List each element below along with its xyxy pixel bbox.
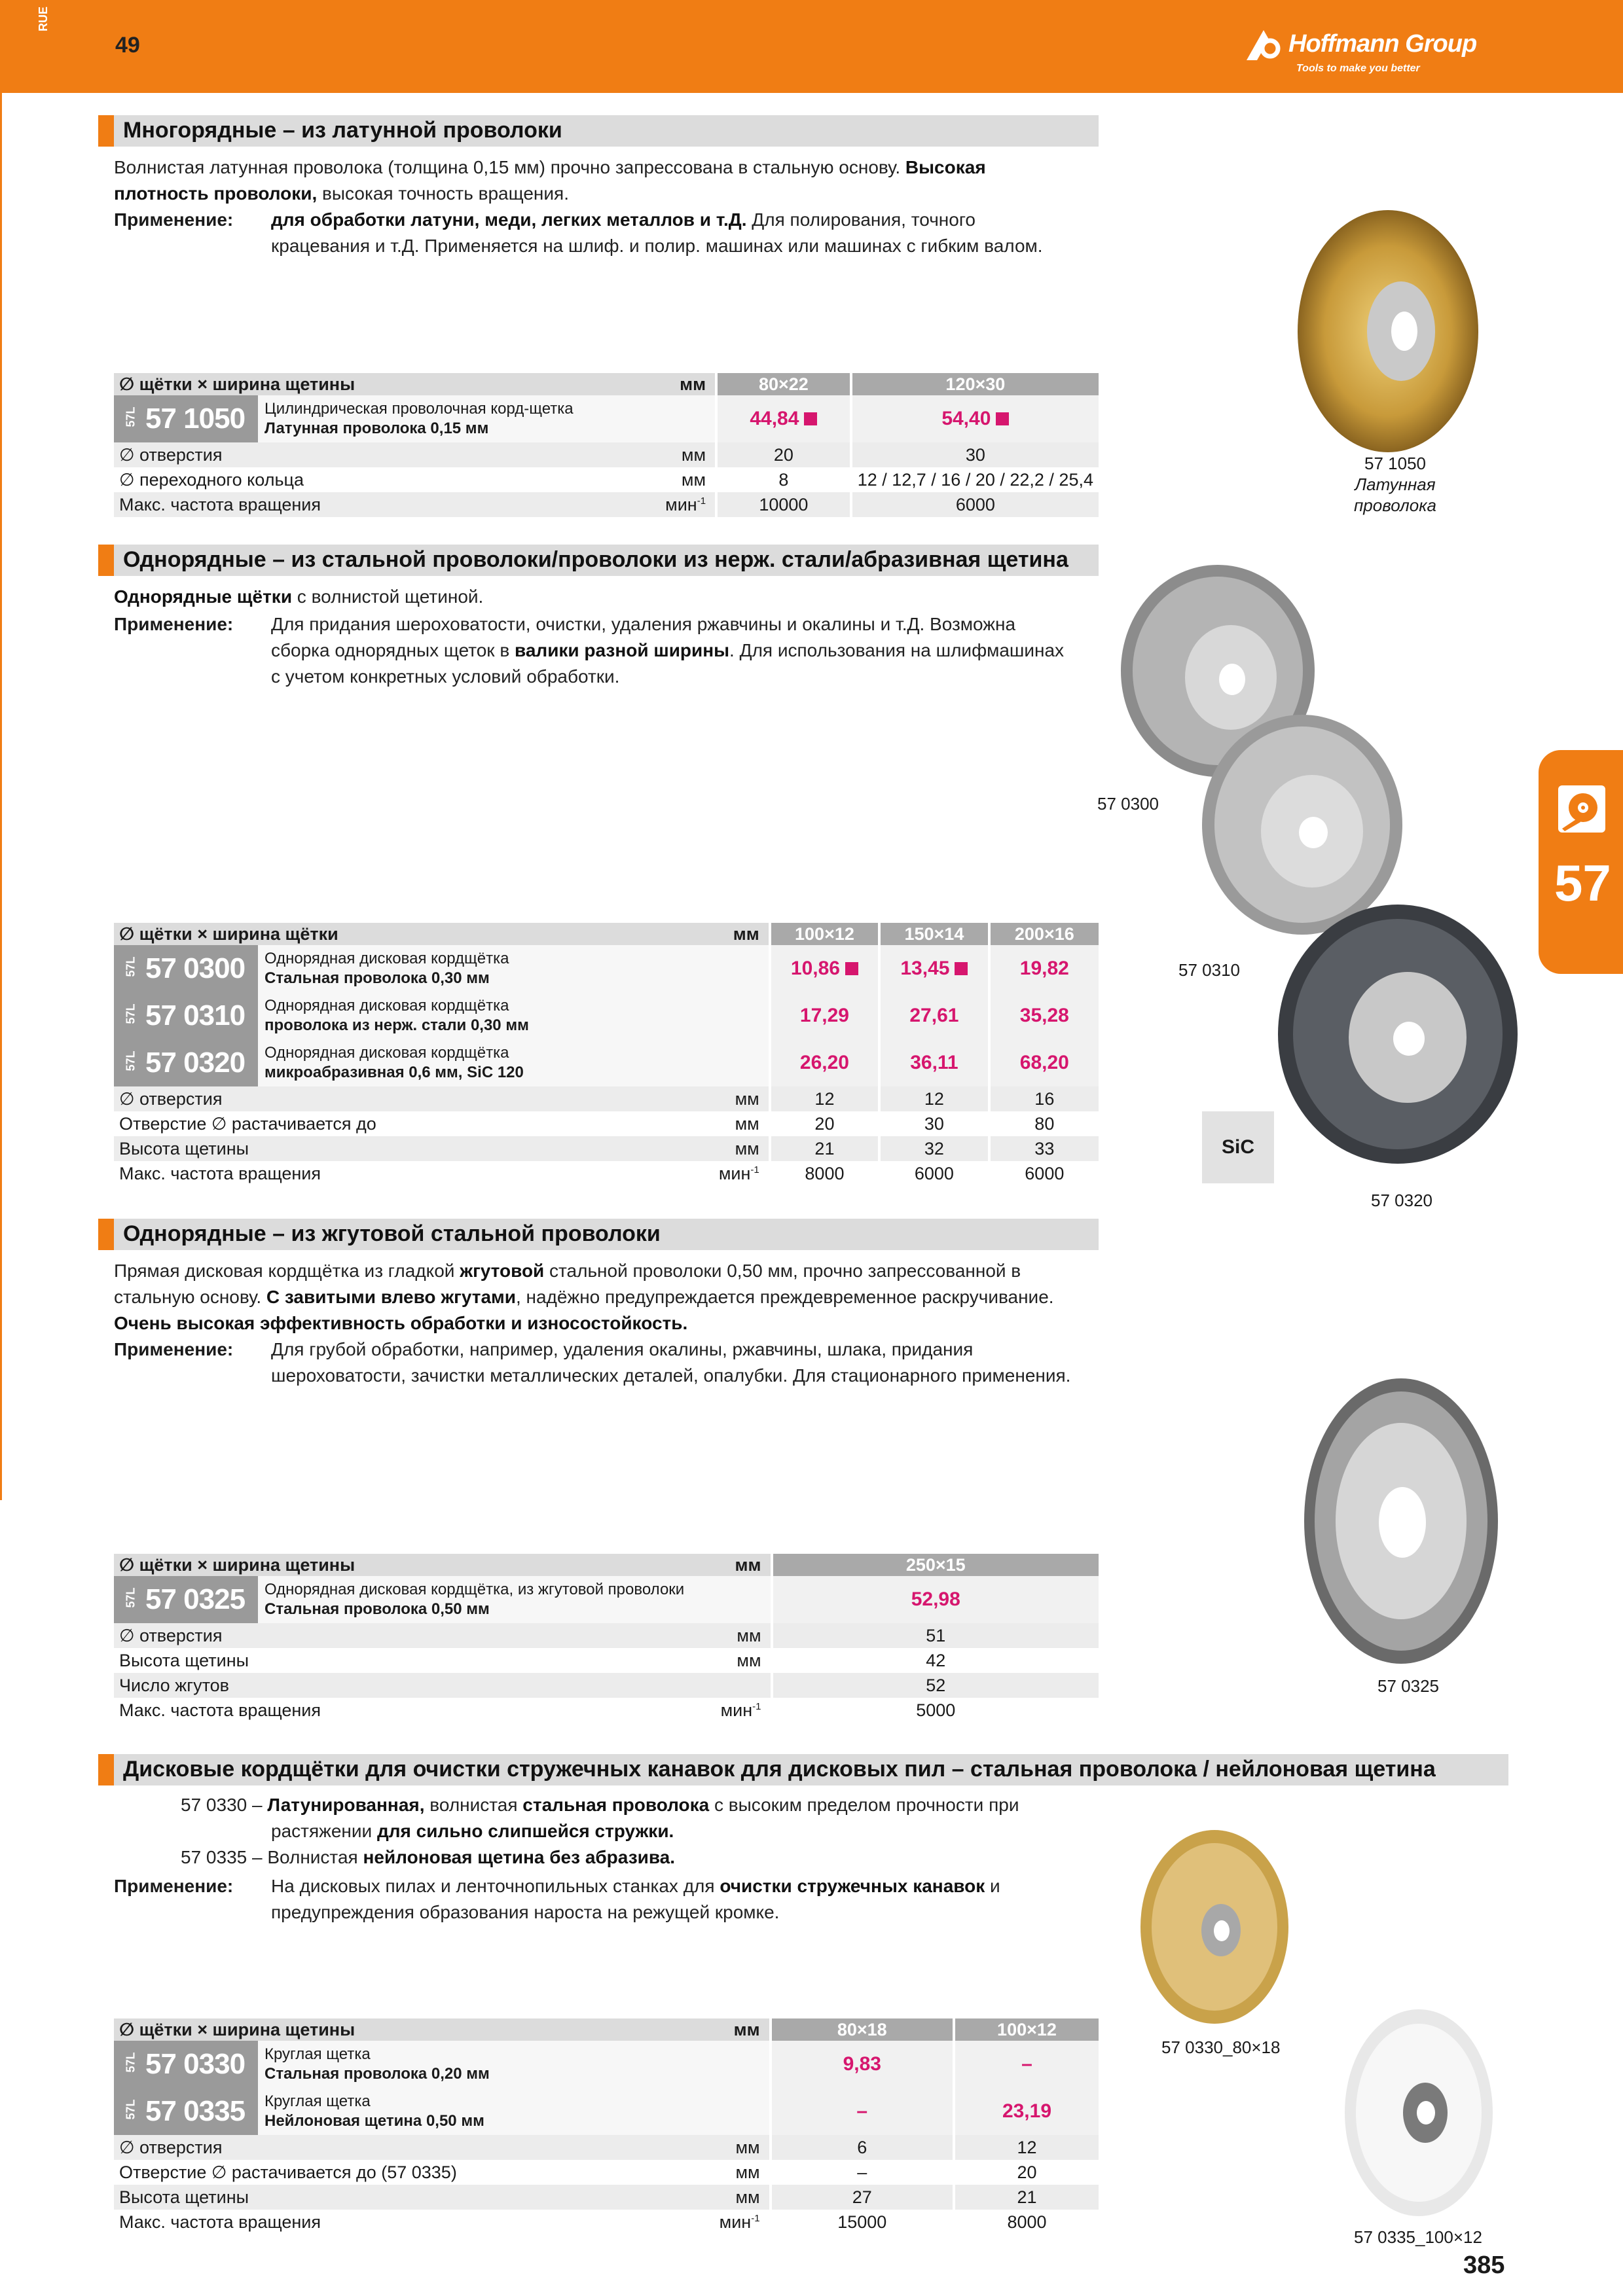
product-prefix: 57L xyxy=(124,956,137,977)
row-unit xyxy=(716,1673,772,1698)
row-value: 8000 xyxy=(954,2210,1099,2234)
row-label: ∅ отверстия xyxy=(114,1086,714,1111)
product-row[interactable] xyxy=(114,2088,1099,2135)
apply-text: крацевания и т.Д. Применяется на шлиф. и полир. машинах или машинах с гибким валом. xyxy=(271,236,1043,256)
table-header-row xyxy=(114,373,1099,395)
table-row xyxy=(114,1698,1099,1723)
sic-badge: SiC xyxy=(1202,1111,1274,1183)
table-row xyxy=(114,492,1099,517)
stock-marker-icon xyxy=(804,412,817,425)
brand-name: Hoffmann Group xyxy=(1288,30,1477,58)
product-desc: Круглая щетка xyxy=(264,2092,371,2110)
product-material: Латунная проволока 0,15 мм xyxy=(264,420,489,437)
desc-bold: Высокая xyxy=(905,157,986,177)
row-unit: мм xyxy=(714,2185,771,2210)
table-row xyxy=(114,1673,1099,1698)
product-desc: Однорядная дисковая кордщётка xyxy=(264,1044,509,1062)
row-value: 51 xyxy=(772,1623,1099,1648)
product-code[interactable]: 57 0310 xyxy=(145,999,246,1031)
row-label: Число жгутов xyxy=(114,1673,716,1698)
header-unit: мм xyxy=(660,373,716,395)
nylon-brush-570335-image xyxy=(1343,2008,1494,2217)
row-label: Макс. частота вращения xyxy=(119,1700,321,1720)
apply-text: Для полирования, точного xyxy=(746,209,976,230)
row-value: 33 xyxy=(989,1136,1099,1161)
page-number-bottom: 385 xyxy=(1463,2251,1505,2279)
row-label: ∅ отверстия xyxy=(114,2135,714,2160)
caption-570325: 57 0325 xyxy=(1377,1676,1439,1696)
product-code[interactable]: 57 1050 xyxy=(145,403,246,435)
product-code[interactable]: 57 0325 xyxy=(145,1583,246,1615)
table-row xyxy=(114,1648,1099,1673)
spec-table-57033x xyxy=(114,2018,1099,2234)
row-value: 20 xyxy=(954,2160,1099,2185)
section1-description xyxy=(114,154,986,207)
row-value: 12 xyxy=(954,2135,1099,2160)
row-value: 8 xyxy=(716,467,851,492)
size-header: 100×12 xyxy=(954,2018,1099,2041)
row-value: 21 xyxy=(954,2185,1099,2210)
hoffmann-logo[interactable] xyxy=(1244,24,1558,82)
row-label: Высота щетины xyxy=(119,1650,249,1670)
price-cell[interactable]: – xyxy=(771,2088,954,2135)
section4-description: 57 0330 – Латунированная, волнистая стальная проволока с высоким пределом прочности при растяжении для сильно слипшейся стружки. 57 0335 – Волнистая нейлоновая щетина без абразива. xyxy=(181,1795,1019,1867)
row-value: 20 xyxy=(716,442,851,467)
row-label: ∅ переходного кольца xyxy=(119,469,304,490)
price-cell[interactable]: 27,61 xyxy=(879,992,989,1039)
spec-table-5703xx xyxy=(114,923,1099,1186)
language-code: RUE xyxy=(37,6,50,31)
row-unit: мм xyxy=(735,2162,760,2182)
size-header: 80×22 xyxy=(716,373,851,395)
product-prefix: 57L xyxy=(124,406,137,427)
row-unit: мм xyxy=(735,1113,759,1134)
section1-application xyxy=(271,207,1043,259)
size-header: 80×18 xyxy=(771,2018,954,2041)
product-prefix: 57L xyxy=(124,2098,137,2119)
brand-tagline: Tools to make you better xyxy=(1296,63,1420,74)
desc-text: Волнистая латунная проволока (толщина 0,15 мм) прочно запрессована в стальную основу. xyxy=(114,157,905,177)
row-label: Отверстие ∅ растачивается до xyxy=(119,1113,376,1134)
row-value: 12 xyxy=(879,1086,989,1111)
stock-marker-icon xyxy=(996,412,1009,425)
product-prefix: 57L xyxy=(124,1050,137,1071)
row-unit: мм xyxy=(714,1086,770,1111)
product-row[interactable] xyxy=(114,1576,1099,1623)
desc-bold: плотность проволоки, xyxy=(114,183,318,204)
product-code[interactable]: 57 0330 xyxy=(145,2048,246,2080)
chapter-number: 57 xyxy=(1554,854,1611,912)
row-value: 52 xyxy=(772,1673,1099,1698)
row-unit: мин$^{-1}$ xyxy=(720,1700,761,1720)
price-cell[interactable]: 52,98 xyxy=(772,1576,1099,1623)
caption-570310: 57 0310 xyxy=(1178,960,1240,980)
table-row xyxy=(114,2210,1099,2234)
size-header: 120×30 xyxy=(851,373,1099,395)
header-unit: мм xyxy=(716,1554,772,1576)
size-header: 250×15 xyxy=(772,1554,1099,1576)
size-header: 100×12 xyxy=(770,923,879,945)
chapter-tab[interactable] xyxy=(1539,750,1623,974)
row-value: 6000 xyxy=(851,492,1099,517)
row-label: Высота щетины xyxy=(114,2185,714,2210)
product-material: Стальная проволока 0,20 мм xyxy=(264,2065,490,2083)
product-code[interactable]: 57 0300 xyxy=(145,952,246,984)
row-unit: мин$^{-1}$ xyxy=(660,492,716,517)
section2-description: Однорядные щётки с волнистой щетиной. xyxy=(114,586,484,607)
row-unit: мин$^{-1}$ xyxy=(719,2212,760,2232)
table-row xyxy=(114,1086,1099,1111)
stock-marker-icon xyxy=(845,962,858,975)
left-accent-line xyxy=(0,93,2,1500)
price-cell[interactable] xyxy=(716,395,851,442)
table-row xyxy=(114,2185,1099,2210)
row-value: 6000 xyxy=(879,1161,989,1186)
row-label: Макс. частота вращения xyxy=(119,1163,321,1183)
product-code[interactable]: 57 0335 xyxy=(145,2095,246,2127)
price-cell[interactable]: – xyxy=(954,2041,1099,2088)
product-row[interactable] xyxy=(114,1039,1099,1086)
table-row xyxy=(114,467,1099,492)
product-row[interactable] xyxy=(114,992,1099,1039)
product-desc: Однорядная дисковая кордщётка, из жгутовой проволоки xyxy=(264,1581,685,1598)
price-cell[interactable]: 26,20 xyxy=(770,1039,879,1086)
product-row[interactable] xyxy=(114,2041,1099,2088)
product-material: проволока из нерж. стали 0,30 мм xyxy=(264,1016,529,1034)
price-cell[interactable]: 36,11 xyxy=(879,1039,989,1086)
table-header-row xyxy=(114,2018,1099,2041)
size-header: 150×14 xyxy=(879,923,989,945)
application-label: Применение: xyxy=(114,209,234,230)
header-label: ∅ щётки × ширина щетины xyxy=(114,373,660,395)
section-title-saw-cleaning: Дисковые кордщётки для очистки стружечных канавок для дисковых пил – стальная проволока / нейлоновая щетина xyxy=(98,1754,1508,1785)
section4-application: На дисковых пилах и ленточнопильных станках для очистки стружечных канавок и предупреждения образования нароста на режущей кромке. xyxy=(271,1876,1000,1922)
row-unit: мм xyxy=(681,469,706,490)
header-unit: мм xyxy=(714,923,770,945)
price-cell[interactable]: 10,86 xyxy=(770,945,879,992)
row-value: 5000 xyxy=(772,1698,1099,1723)
product-code[interactable]: 57 0320 xyxy=(145,1047,246,1079)
header-label: ∅ щётки × ширина щетины xyxy=(114,2018,714,2041)
row-value: 12 / 12,7 / 16 / 20 / 22,2 / 25,4 xyxy=(851,467,1099,492)
section3-application: Для грубой обработки, например, удаления окалины, ржавчины, шлака, придания шероховатости, зачистки металлических деталей, опалубки. Для стационарного применения. xyxy=(271,1339,1071,1386)
spec-table-571050 xyxy=(114,373,1099,517)
row-value: 16 xyxy=(989,1086,1099,1111)
table-header-row xyxy=(114,1554,1099,1576)
row-value: 8000 xyxy=(770,1161,879,1186)
row-label: Макс. частота вращения xyxy=(119,2212,321,2232)
row-unit: мм xyxy=(714,1136,770,1161)
caption-570330: 57 0330_80×18 xyxy=(1161,2037,1281,2057)
table-row xyxy=(114,442,1099,467)
table-row xyxy=(114,2160,1099,2185)
price-cell[interactable]: 9,83 xyxy=(771,2041,954,2088)
price: 44,84 xyxy=(750,408,799,429)
section-title-twisted-wire: Однорядные – из жгутовой стальной проволоки xyxy=(98,1219,1099,1250)
row-label: ∅ отверстия xyxy=(114,442,660,467)
price-cell[interactable]: 23,19 xyxy=(954,2088,1099,2135)
price-cell[interactable] xyxy=(851,395,1099,442)
row-unit: мм xyxy=(737,1650,761,1670)
application-label: Применение: xyxy=(114,614,234,634)
row-value: 15000 xyxy=(771,2210,954,2234)
hoffmann-logo-icon xyxy=(1244,27,1283,63)
header-label: ∅ щётки × ширина щётки xyxy=(114,923,714,945)
row-value: 20 xyxy=(770,1111,879,1136)
row-value: 80 xyxy=(989,1111,1099,1136)
section-title-single-row-steel: Однорядные – из стальной проволоки/проволоки из нерж. стали/абразивная щетина xyxy=(98,545,1099,576)
section-title-brass: Многорядные – из латунной проволоки xyxy=(98,115,1099,147)
price-cell[interactable]: 68,20 xyxy=(989,1039,1099,1086)
row-label: Отверстие ∅ растачивается до (57 0335) xyxy=(119,2162,457,2182)
table-row xyxy=(114,2135,1099,2160)
row-label: ∅ отверстия xyxy=(114,1623,716,1648)
apply-bold: для обработки латуни, меди, легких металлов и т.Д. xyxy=(271,209,747,230)
caption-570300: 57 0300 xyxy=(1097,794,1159,814)
header-bar xyxy=(0,0,1623,93)
row-value: 10000 xyxy=(716,492,851,517)
row-unit: мм xyxy=(660,442,716,467)
size-header: 200×16 xyxy=(989,923,1099,945)
grinding-disc-icon xyxy=(1558,785,1605,833)
table-header-row xyxy=(114,923,1099,945)
product-material: Стальная проволока 0,50 мм xyxy=(264,1600,490,1618)
row-value: 21 xyxy=(770,1136,879,1161)
stainless-brush-570310-image xyxy=(1201,713,1404,936)
row-value: 32 xyxy=(879,1136,989,1161)
product-desc: Однорядная дисковая кордщётка xyxy=(264,997,509,1014)
price-cell[interactable]: 19,82 xyxy=(989,945,1099,992)
row-value: 27 xyxy=(771,2185,954,2210)
caption-571050: 57 1050 Латунная проволока xyxy=(1354,454,1436,515)
product-desc: Круглая щетка xyxy=(264,2045,371,2063)
stock-marker-icon xyxy=(955,962,968,975)
row-value: 30 xyxy=(879,1111,989,1136)
row-unit: мм xyxy=(716,1623,772,1648)
price-cell[interactable]: 17,29 xyxy=(770,992,879,1039)
row-value: 6 xyxy=(771,2135,954,2160)
row-value: – xyxy=(771,2160,954,2185)
product-prefix: 57L xyxy=(124,1003,137,1024)
product-material: Нейлоновая щетина 0,50 мм xyxy=(264,2112,484,2130)
product-material: Стальная проволока 0,30 мм xyxy=(264,969,490,987)
twisted-wire-brush-image xyxy=(1303,1377,1499,1665)
product-material: микроабразивная 0,6 мм, SiC 120 xyxy=(264,1064,524,1081)
row-value: 30 xyxy=(851,442,1099,467)
price-cell[interactable]: 35,28 xyxy=(989,992,1099,1039)
page-number-top: 49 xyxy=(115,33,140,58)
table-row xyxy=(114,1623,1099,1648)
header-label: ∅ щётки × ширина щетины xyxy=(114,1554,716,1576)
application-label: Применение: xyxy=(114,1339,234,1359)
row-label: Макс. частота вращения xyxy=(114,492,660,517)
row-unit: мм xyxy=(714,2135,771,2160)
caption-570320: 57 0320 xyxy=(1371,1191,1432,1210)
spec-table-570325 xyxy=(114,1554,1099,1723)
row-value: 42 xyxy=(772,1648,1099,1673)
product-desc: Цилиндрическая проволочная корд-щетка xyxy=(264,400,574,418)
caption-570335: 57 0335_100×12 xyxy=(1354,2227,1482,2247)
abrasive-brush-570320-image xyxy=(1277,903,1519,1165)
product-prefix: 57L xyxy=(124,2051,137,2072)
product-row[interactable] xyxy=(114,395,1099,442)
header-unit: мм xyxy=(714,2018,771,2041)
row-label: Высота щетины xyxy=(114,1136,714,1161)
product-prefix: 57L xyxy=(124,1587,137,1607)
price: 54,40 xyxy=(941,408,991,429)
row-unit: мин$^{-1}$ xyxy=(718,1163,759,1183)
price-cell[interactable]: 13,45 xyxy=(879,945,989,992)
section3-description: Прямая дисковая кордщётка из гладкой жгутовой стальной проволоки 0,50 мм, прочно запрессованной в стальную основу. С завитыми влево жгутами, надёжно предупреждается преждевременное раскручивание. Очень высокая эффективность обработки и износостойкость. xyxy=(114,1261,1054,1333)
table-row xyxy=(114,1111,1099,1136)
product-desc: Однорядная дисковая кордщётка xyxy=(264,950,509,967)
brass-coated-brush-570330-image xyxy=(1139,1829,1290,2025)
section2-application: Для придания шероховатости, очистки, удаления ржавчины и окалины и т.Д. Возможна сборка однорядных щеток в валики разной ширины. Для использования на шлифмашинах с учетом конкретных условий обработки. xyxy=(271,614,1065,687)
table-row xyxy=(114,1161,1099,1186)
brass-brush-image xyxy=(1296,207,1480,456)
application-label: Применение: xyxy=(114,1876,234,1896)
row-value: 12 xyxy=(770,1086,879,1111)
desc-text: высокая точность вращения. xyxy=(317,183,569,204)
table-row xyxy=(114,1136,1099,1161)
row-value: 6000 xyxy=(989,1161,1099,1186)
product-row[interactable] xyxy=(114,945,1099,992)
